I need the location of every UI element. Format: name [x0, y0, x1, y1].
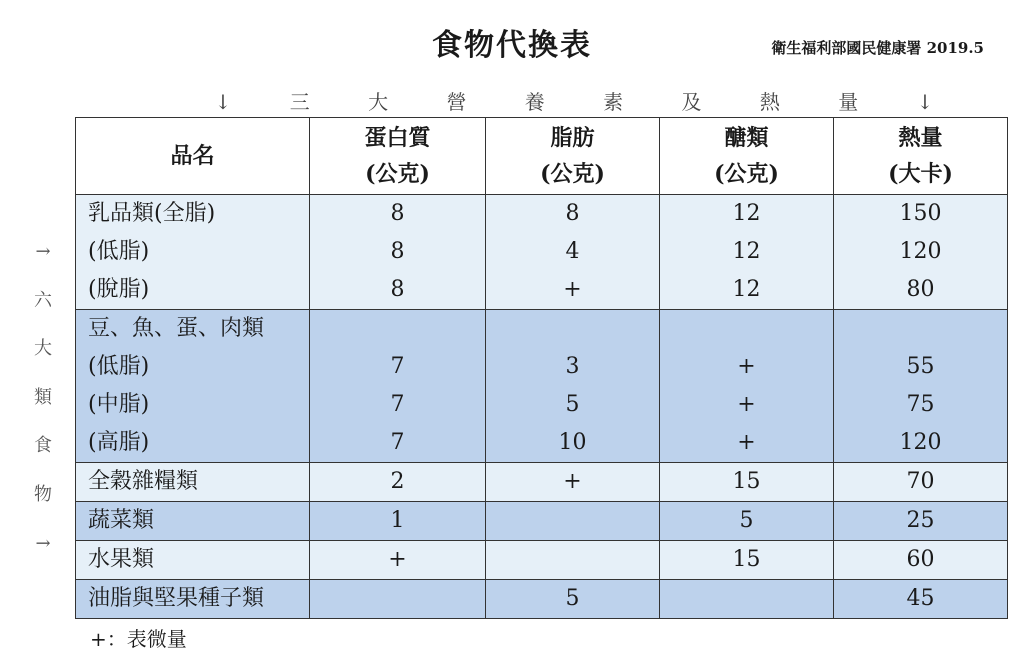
cell-carb: 12 12 12 — [660, 195, 834, 310]
header-carb: 醣類 (公克) — [660, 118, 834, 195]
cell-fat — [486, 502, 660, 541]
cell-protein: + — [310, 541, 486, 580]
cell-carb: + + + — [660, 310, 834, 463]
table-row-dairy — [76, 195, 1008, 310]
cell-kcal: 25 — [834, 502, 1008, 541]
cell-kcal: 45 — [834, 580, 1008, 619]
cell-carb: 5 — [660, 502, 834, 541]
cell-name: 豆、魚、蛋、肉類 (低脂) (中脂) (高脂) — [76, 310, 310, 463]
header-name: 品名 — [76, 118, 310, 195]
header-protein: 蛋白質 (公克) — [310, 118, 486, 195]
table-row-fruits — [76, 541, 1008, 580]
cell-protein: 2 — [310, 463, 486, 502]
page-title: 食物代換表 — [432, 28, 592, 63]
cell-kcal: 55 75 120 — [834, 310, 1008, 463]
cell-name: 乳品類(全脂) (低脂) (脫脂) — [76, 195, 310, 310]
cell-kcal: 60 — [834, 541, 1008, 580]
exchange-table — [75, 117, 1008, 619]
cell-protein: 7 7 7 — [310, 310, 486, 463]
cell-protein: 8 8 8 — [310, 195, 486, 310]
cell-protein — [310, 580, 486, 619]
subtitle: ↓ 三 大 營 養 素 及 熱 量 ↓ — [214, 90, 960, 114]
cell-fat — [486, 541, 660, 580]
cell-kcal: 70 — [834, 463, 1008, 502]
cell-fat: 8 4 + — [486, 195, 660, 310]
table-row-grains — [76, 463, 1008, 502]
cell-name: 油脂與堅果種子類 — [76, 580, 310, 619]
table-row-oils-nuts — [76, 580, 1008, 619]
cell-carb: 15 — [660, 463, 834, 502]
cell-fat: 5 — [486, 580, 660, 619]
cell-carb — [660, 580, 834, 619]
footnote: +：表微量 — [90, 627, 187, 651]
cell-protein: 1 — [310, 502, 486, 541]
header-row — [76, 118, 1008, 195]
header-kcal: 熱量 (大卡) — [834, 118, 1008, 195]
side-label-char: 食 — [34, 435, 52, 457]
table-row-protein-foods — [76, 310, 1008, 463]
side-label-char: 類 — [34, 386, 52, 408]
cell-carb: 15 — [660, 541, 834, 580]
cell-fat: 3 5 10 — [486, 310, 660, 463]
side-label-char: → — [35, 241, 51, 262]
side-label-char: 六 — [34, 289, 52, 311]
cell-name: 蔬菜類 — [76, 502, 310, 541]
cell-name: 水果類 — [76, 541, 310, 580]
cell-kcal: 150 120 80 — [834, 195, 1008, 310]
cell-fat: + — [486, 463, 660, 502]
side-label-char: → — [35, 532, 51, 554]
source-label: 衛生福利部國民健康署 2019.5 — [771, 39, 984, 57]
side-label-char: 物 — [34, 483, 52, 505]
table-row-vegetables — [76, 502, 1008, 541]
cell-name: 全穀雜糧類 — [76, 463, 310, 502]
side-label-char: 大 — [34, 338, 52, 360]
side-label — [30, 228, 56, 568]
header-fat: 脂肪 (公克) — [486, 118, 660, 195]
